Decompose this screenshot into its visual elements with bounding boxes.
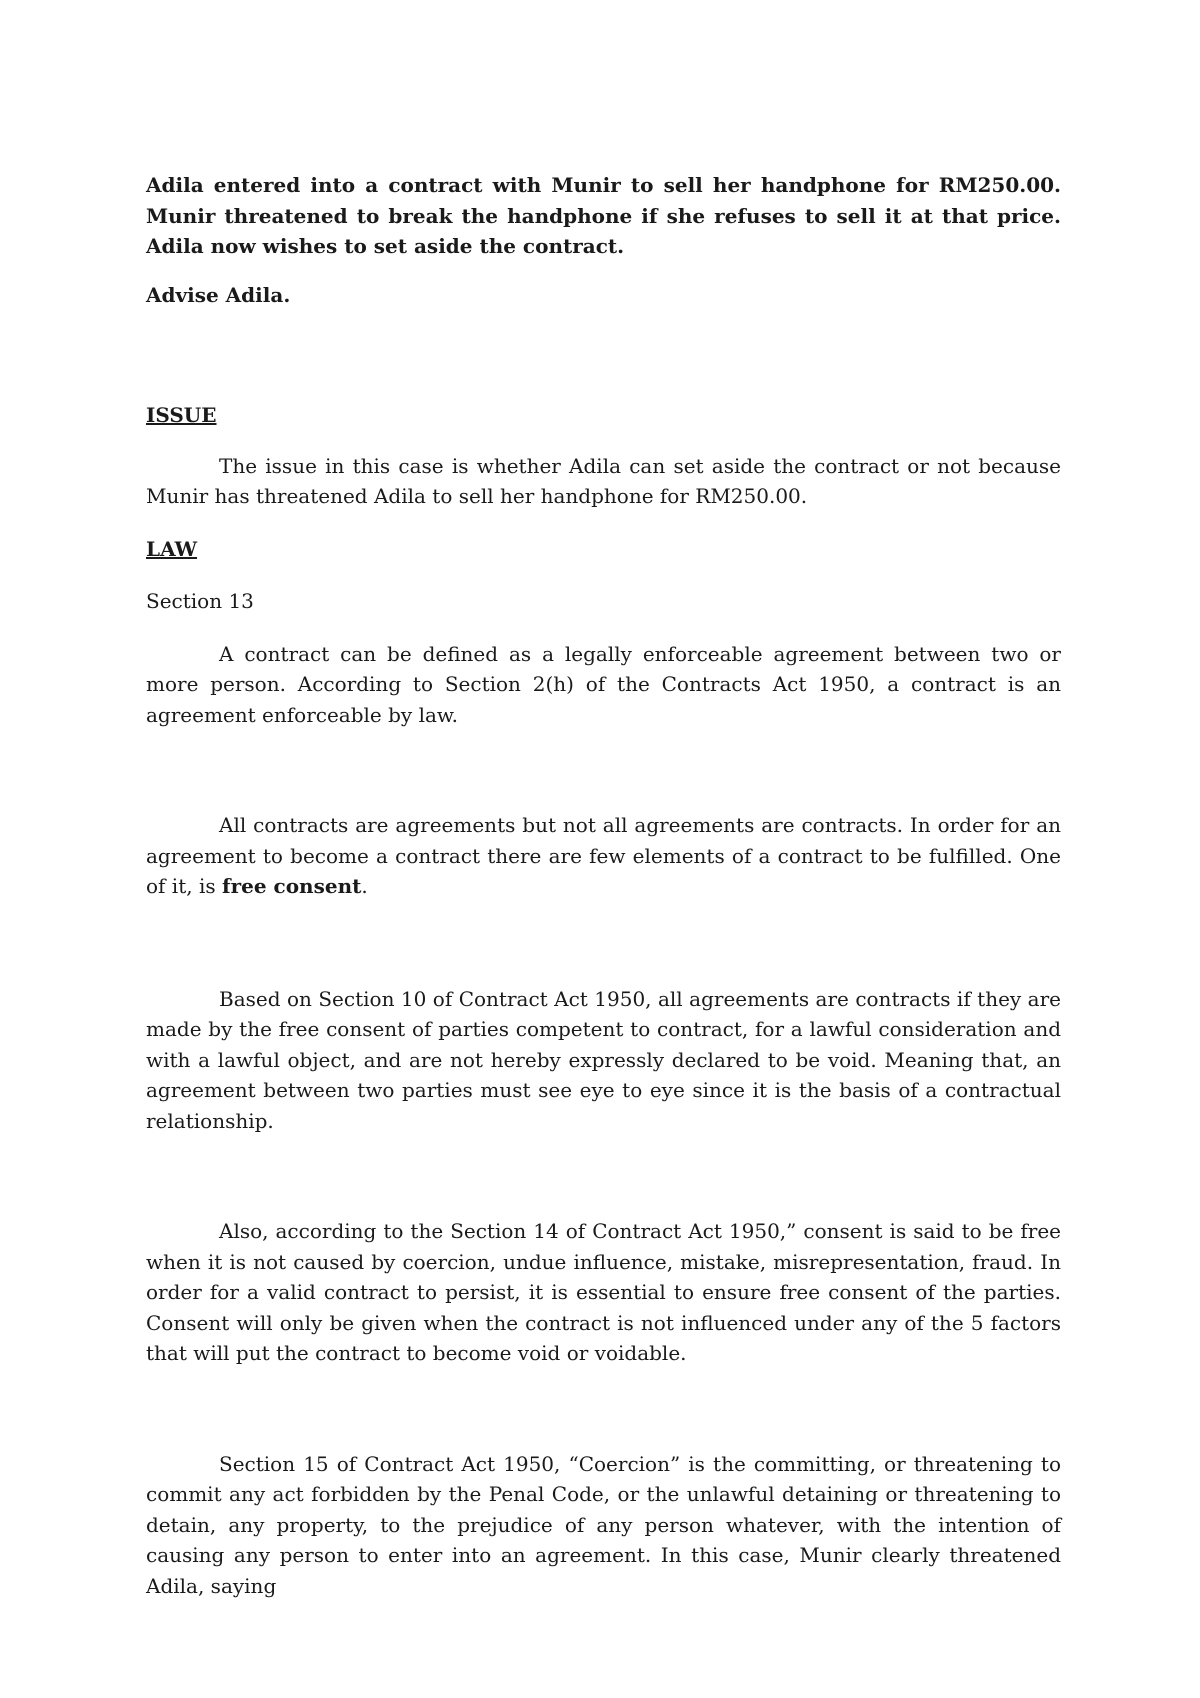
law-heading: LAW	[146, 536, 198, 561]
advise-instruction: Advise Adila.	[146, 282, 291, 307]
section-14-paragraph: Also, according to the Section 14 of Contract Act 1950,” consent is said to be free when it is not caused by coercion, undue influence, mistake, misrepresentation, fraud. In order for a valid contract to persist, it is essential to ensure free consent of the parties. Consent will only be given when the contract is not influenced under any of the 5 factors that will put the contract to become void or voidable.	[146, 1219, 1061, 1365]
question-text: Adila entered into a contract with Munir to sell her handphone for RM250.00. Munir threatened to break the handphone if she refuses to sell it at that price. Adila now wishes to set aside the contract.	[146, 173, 1061, 258]
document-body	[146, 170, 1061, 1601]
contract-elements-text: All contracts are agreements but not all agreements are contracts. In order for an agreement to become a contract there are few elements of a contract to be fulfilled. One of it, is	[146, 813, 1061, 898]
contract-elements-end: .	[361, 874, 368, 898]
contract-elements-paragraph	[146, 810, 1061, 902]
free-consent-emphasis: free consent	[221, 874, 362, 898]
issue-paragraph: The issue in this case is whether Adila can set aside the contract or not because Munir has threatened Adila to sell her handphone for RM250.00.	[146, 453, 1061, 508]
section-10-paragraph: Based on Section 10 of Contract Act 1950, all agreements are contracts if they are made by the free consent of parties competent to contract, for a lawful consideration and with a lawful object, and are not hereby expressly declared to be void. Meaning that, an agreement between two parties must see eye to eye since it is the basis of a contractual relationship.	[146, 986, 1061, 1133]
section-13-label: Section 13	[146, 589, 254, 613]
issue-heading: ISSUE	[146, 403, 217, 427]
contract-definition-paragraph: A contract can be defined as a legally enforceable agreement between two or more person. According to Section 2(h) of the Contracts Act 1950, a contract is an agreement enforceable by law.	[146, 641, 1061, 727]
section-15-paragraph: Section 15 of Contract Act 1950, “Coercion” is the committing, or threatening to commit any act forbidden by the Penal Code, or the unlawful detaining or threatening to detain, any property, to the prejudice of any person whatever, with the intention of causing any person to enter into an agreement. In this case, Munir clearly threatened Adila, saying	[146, 1451, 1061, 1598]
